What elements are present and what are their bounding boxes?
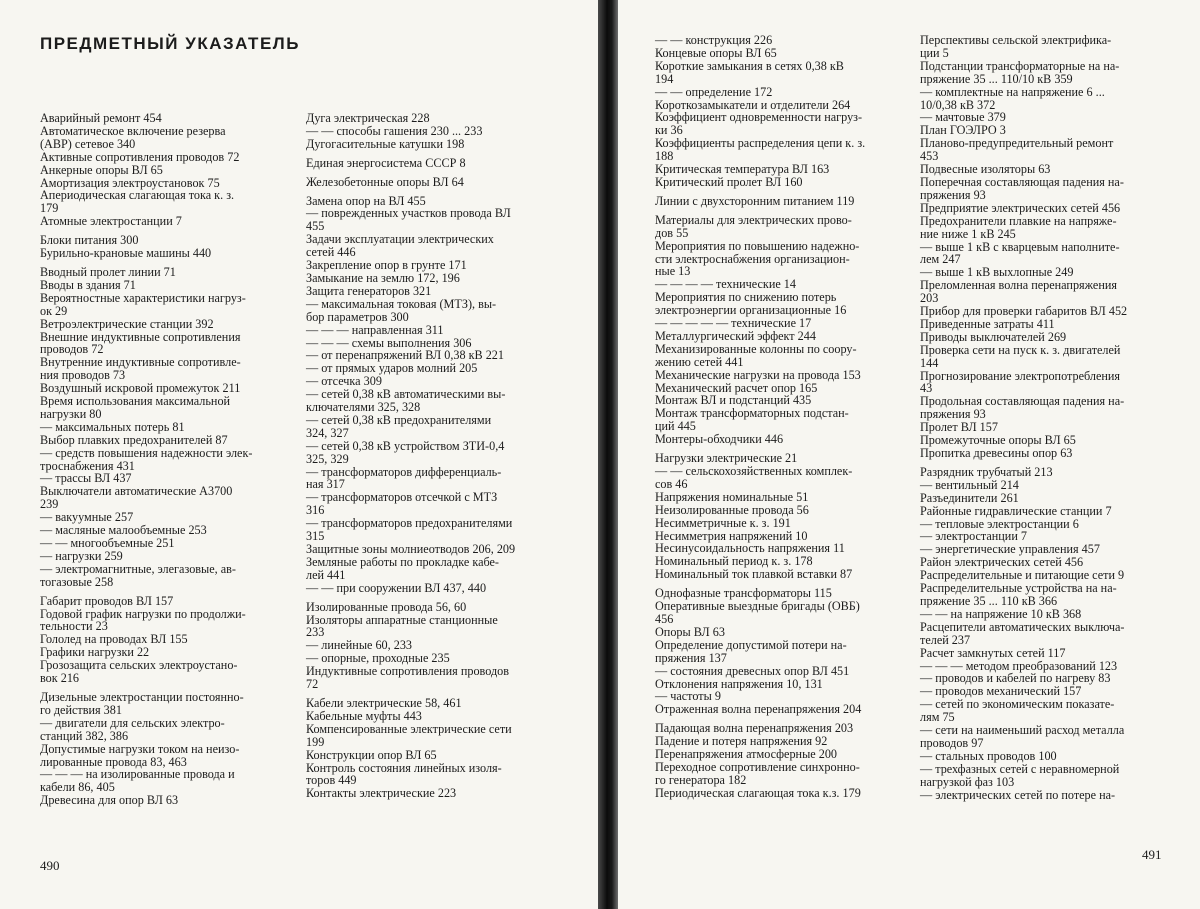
index-entry: Автоматическое включение резерва (АВР) сетевое 340 xyxy=(40,123,226,151)
index-entry: — двигатели для сельских электро- станций 382, 386 xyxy=(40,715,225,743)
index-entry: — проводов и кабелей по нагреву 83 xyxy=(920,671,1111,686)
index-entry: Монтеры-обходчики 446 xyxy=(655,432,784,447)
index-entry: — от перенапряжений ВЛ 0,38 кВ 221 xyxy=(306,348,504,363)
index-entry: Разрядник трубчатый 213 xyxy=(920,464,1053,479)
index-entry: — — на напряжение 10 кВ 368 xyxy=(920,606,1082,621)
index-entry: — линейные 60, 233 xyxy=(306,638,413,653)
index-entry: Дугогасительные катушки 198 xyxy=(306,136,465,151)
index-entry: Несинусоидальность напряжения 11 xyxy=(655,541,845,556)
index-entry: — — — на изолированные провода и кабели 86, 405 xyxy=(40,767,235,795)
index-entry: Прибор для проверки габаритов ВЛ 452 xyxy=(920,304,1128,319)
index-entry: — электрических сетей по потере на- xyxy=(920,787,1116,802)
index-entry: — сетей по экономическим показате- лям 75 xyxy=(920,697,1115,725)
index-entry: Замена опор на ВЛ 455 xyxy=(306,193,426,208)
index-entry: Железобетонные опоры ВЛ 64 xyxy=(306,174,464,189)
index-entry: Анкерные опоры ВЛ 65 xyxy=(40,162,163,177)
index-entry: Мероприятия по снижению потерь электроэнергии организационные 16 xyxy=(655,290,847,318)
index-entry: — опорные, проходные 235 xyxy=(306,651,450,666)
right-page xyxy=(618,0,1200,909)
index-entry: Падающая волна перенапряжения 203 xyxy=(655,721,854,736)
index-entry: Коэффициент одновременности нагруз- ки 36 xyxy=(655,110,863,138)
index-entry: Дуга электрическая 228 xyxy=(306,111,430,125)
index-entry: Мероприятия по повышению надежно- сти электроснабжения организацион- ные 13 xyxy=(655,238,860,279)
index-entry: — отсечка 309 xyxy=(306,374,382,389)
index-entry: Механические нагрузки на провода 153 xyxy=(655,367,861,382)
index-column-left-2 xyxy=(306,112,562,800)
index-entry: — — способы гашения 230 ... 233 xyxy=(306,123,483,138)
left-page xyxy=(0,0,598,909)
index-entry: Монтаж ВЛ и подстанций 435 xyxy=(655,393,812,408)
index-entry: — комплектные на напряжение 6 ... 10/0,38 кВ 372 xyxy=(920,84,1105,112)
index-entry: — трехфазных сетей с неравномерной нагрузкой фаз 103 xyxy=(920,761,1120,789)
index-entry: Вводный пролет линии 71 xyxy=(40,264,176,279)
index-entry: Линии с двухсторонним питанием 119 xyxy=(655,193,855,208)
index-entry: — электростанции 7 xyxy=(920,529,1027,544)
index-entry: Внешние индуктивные сопротивления проводов 72 xyxy=(40,329,241,357)
index-entry: — сетей 0,38 кВ предохранителями 324, 327 xyxy=(306,412,492,440)
index-entry: — масляные малообъемные 253 xyxy=(40,523,207,538)
index-entry: — проводов механический 157 xyxy=(920,684,1082,699)
index-entry: Единая энергосистема СССР 8 xyxy=(306,155,466,170)
index-entry: — — — — технические 14 xyxy=(655,277,796,292)
index-entry: — сетей 0,38 кВ автоматическими вы- ключателями 325, 328 xyxy=(306,387,506,415)
index-entry: — электромагнитные, элегазовые, ав- тогазовые 258 xyxy=(40,561,236,589)
index-entry: Ветроэлектрические станции 392 xyxy=(40,316,214,331)
index-entry: Выбор плавких предохранителей 87 xyxy=(40,432,228,447)
index-entry: Распределительные и питающие сети 9 xyxy=(920,568,1125,583)
index-entry: — частоты 9 xyxy=(655,689,721,704)
index-entry: Задачи эксплуатации электрических сетей 446 xyxy=(306,232,494,260)
index-entry: — — сельскохозяйственных комплек- сов 46 xyxy=(655,464,853,491)
index-entry: Напряжения номинальные 51 xyxy=(655,489,809,504)
index-entry: Графики нагрузки 22 xyxy=(40,645,150,660)
page-number-right: 491 xyxy=(1142,847,1162,862)
index-entry: — средств повышения надежности элек- троснабжения 431 xyxy=(40,445,253,473)
index-entry: Концевые опоры ВЛ 65 xyxy=(655,45,777,60)
index-entry: Подстанции трансформаторные на на- пряжение 35 ... 110/10 кВ 359 xyxy=(920,58,1120,86)
index-entry: — тепловые электростанции 6 xyxy=(920,516,1079,531)
index-entry: Выключатели автоматические А3700 239 xyxy=(40,484,233,512)
index-entry: Грозозащита сельских электроустано- вок 216 xyxy=(40,658,238,686)
index-entry: — — определение 172 xyxy=(655,84,773,99)
index-column-right-1 xyxy=(655,34,913,800)
index-entry: Кабельные муфты 443 xyxy=(306,708,422,723)
index-entry: Критический пролет ВЛ 160 xyxy=(655,174,803,189)
index-column-right-2 xyxy=(920,34,1175,801)
index-entry: Номинальный ток плавкой вставки 87 xyxy=(655,567,853,582)
index-entry: Определение допустимой потери на- пряжения 137 xyxy=(655,637,847,665)
index-entry: Район электрических сетей 456 xyxy=(920,555,1084,570)
index-entry: Перенапряжения атмосферные 200 xyxy=(655,747,838,762)
index-entry: Внутренние индуктивные сопротивле- ния проводов 73 xyxy=(40,355,241,383)
index-entry: Планово-предупредительный ремонт 453 xyxy=(920,136,1114,164)
index-entry: Гололед на проводах ВЛ 155 xyxy=(40,632,188,647)
index-entry: Коэффициенты распределения цепи к. з. 188 xyxy=(655,136,866,164)
index-entry: — максимальная токовая (МТЗ), вы- бор параметров 300 xyxy=(306,296,497,324)
index-entry: Дизельные электростанции постоянно- го действия 381 xyxy=(40,689,244,717)
index-entry: Древесина для опор ВЛ 63 xyxy=(40,793,179,808)
index-entry: Изолированные провода 56, 60 xyxy=(306,599,467,614)
index-entry: — энергетические управления 457 xyxy=(920,542,1100,557)
index-entry: Механический расчет опор 165 xyxy=(655,380,818,395)
index-entry: Расцепители автоматических выключа- телей 237 xyxy=(920,619,1125,647)
page-number-left: 490 xyxy=(40,858,60,873)
index-entry: — поврежденных участков провода ВЛ 455 xyxy=(306,206,511,234)
index-entry: Аварийный ремонт 454 xyxy=(40,111,162,125)
index-entry: Апериодическая слагающая тока к. з. 179 xyxy=(40,188,235,216)
index-entry: Амортизация электроустановок 75 xyxy=(40,175,220,190)
index-entry: Конструкции опор ВЛ 65 xyxy=(306,747,437,762)
index-entry: Воздушный искровой промежуток 211 xyxy=(40,381,241,396)
index-entry: Защитные зоны молниеотводов 206, 209 xyxy=(306,542,516,556)
index-entry: — — — — — технические 17 xyxy=(655,316,812,331)
index-entry: Земляные работы по прокладке кабе- лей 441 xyxy=(306,554,499,582)
index-entry: Монтаж трансформаторных подстан- ций 445 xyxy=(655,406,849,434)
index-entry: — — многообъемные 251 xyxy=(40,536,175,550)
index-entry: — максимальных потерь 81 xyxy=(40,419,185,434)
index-entry: Допустимые нагрузки током на неизо- лированные провода 83, 463 xyxy=(40,741,240,769)
index-entry: Номинальный период к. з. 178 xyxy=(655,554,813,569)
index-entry: Преломленная волна перенапряжения 203 xyxy=(920,278,1117,306)
index-entry: Опоры ВЛ 63 xyxy=(655,624,725,639)
index-entry: — — — направленная 311 xyxy=(306,322,444,337)
index-entry: Разъединители 261 xyxy=(920,490,1019,505)
index-entry: Контакты электрические 223 xyxy=(306,786,457,801)
index-entry: Пролет ВЛ 157 xyxy=(920,420,998,435)
index-entry: Пропитка древесины опор 63 xyxy=(920,446,1073,460)
index-entry: Блоки питания 300 xyxy=(40,233,139,248)
index-entry: — выше 1 кВ с кварцевым наполните- лем 247 xyxy=(920,239,1120,267)
index-entry: Периодическая слагающая тока к.з. 179 xyxy=(655,785,861,800)
index-entry: — трансформаторов предохранителями 315 xyxy=(306,516,513,544)
index-entry: Приведенные затраты 411 xyxy=(920,316,1055,331)
index-entry: — — — схемы выполнения 306 xyxy=(306,335,472,350)
index-entry: — вакуумные 257 xyxy=(40,510,134,525)
book-gutter xyxy=(598,0,618,909)
index-entry: Нагрузки электрические 21 xyxy=(655,451,798,466)
index-entry: Бурильно-крановые машины 440 xyxy=(40,246,212,261)
index-entry: — мачтовые 379 xyxy=(920,110,1006,125)
index-entry: Неизолированные провода 56 xyxy=(655,502,809,517)
index-entry: Предохранители плавкие на напряже- ние ниже 1 кВ 245 xyxy=(920,213,1117,241)
index-entry: План ГОЭЛРО 3 xyxy=(920,123,1006,138)
index-entry: — вентильный 214 xyxy=(920,477,1019,492)
index-entry: — трансформаторов отсечкой с МТЗ 316 xyxy=(306,490,498,518)
index-entry: — от прямых ударов молний 205 xyxy=(306,361,478,376)
index-entry: Компенсированные электрические сети 199 xyxy=(306,721,512,749)
index-entry: Вводы в здания 71 xyxy=(40,277,136,292)
index-entry: Время использования максимальной нагрузки 80 xyxy=(40,394,231,421)
index-entry: Критическая температура ВЛ 163 xyxy=(655,162,830,177)
index-entry: Годовой график нагрузки по продолжи- тельности 23 xyxy=(40,606,246,634)
index-heading: ПРЕДМЕТНЫЙ УКАЗАТЕЛЬ xyxy=(40,34,300,53)
index-entry: — сети на наименьший расход металла проводов 97 xyxy=(920,723,1125,750)
index-entry: Проверка сети на пуск к. з. двигателей 144 xyxy=(920,342,1121,370)
index-entry: Районные гидравлические станции 7 xyxy=(920,503,1112,518)
index-entry: Отклонения напряжения 10, 131 xyxy=(655,676,823,691)
index-entry: Защита генераторов 321 xyxy=(306,283,432,298)
index-entry: — — при сооружении ВЛ 437, 440 xyxy=(306,580,487,595)
index-entry: Механизированные колонны по соору- жению сетей 441 xyxy=(655,341,857,369)
index-entry: Несимметричные к. з. 191 xyxy=(655,515,791,530)
index-entry: — состояния древесных опор ВЛ 451 xyxy=(655,663,850,678)
index-entry: Вероятностные характеристики нагруз- ок 29 xyxy=(40,290,246,318)
index-entry: Индуктивные сопротивления проводов 72 xyxy=(306,664,510,692)
index-entry: Атомные электростанции 7 xyxy=(40,214,182,229)
index-entry: Закрепление опор в грунте 171 xyxy=(306,258,467,273)
index-entry: — трассы ВЛ 437 xyxy=(40,471,132,486)
index-entry: — выше 1 кВ выхлопные 249 xyxy=(920,265,1074,280)
index-entry: Расчет замкнутых сетей 117 xyxy=(920,645,1066,660)
index-entry: Короткие замыкания в сетях 0,38 кВ 194 xyxy=(655,58,844,86)
index-entry: — стальных проводов 100 xyxy=(920,748,1057,763)
index-entry: Изоляторы аппаратные станционные 233 xyxy=(306,612,498,640)
index-entry: — трансформаторов дифференциаль- ная 317 xyxy=(306,464,502,492)
index-entry: Отраженная волна перенапряжения 204 xyxy=(655,702,862,717)
index-entry: Переходное сопротивление синхронно- го генератора 182 xyxy=(655,759,860,787)
index-entry: Распределительные устройства на на- пряжение 35 ... 110 кВ 366 xyxy=(920,581,1117,608)
index-entry: Приводы выключателей 269 xyxy=(920,329,1067,344)
index-entry: Предприятие электрических сетей 456 xyxy=(920,200,1121,215)
index-entry: Перспективы сельской электрифика- ции 5 xyxy=(920,33,1112,60)
index-entry: Падение и потеря напряжения 92 xyxy=(655,734,828,749)
index-entry: — — конструкция 226 xyxy=(655,33,773,47)
index-entry: Короткозамыкатели и отделители 264 xyxy=(655,97,851,112)
index-entry: — сетей 0,38 кВ устройством ЗТИ-0,4 325, 329 xyxy=(306,438,505,466)
index-entry: Продольная составляющая падения на- пряжения 93 xyxy=(920,394,1125,422)
index-entry: — — — методом преобразований 123 xyxy=(920,658,1118,673)
index-entry: — нагрузки 259 xyxy=(40,548,123,563)
index-entry: Кабели электрические 58, 461 xyxy=(306,695,462,710)
index-entry: Габарит проводов ВЛ 157 xyxy=(40,593,174,608)
index-column-left-1 xyxy=(40,112,295,807)
index-entry: Металлургический эффект 244 xyxy=(655,328,816,343)
index-entry: Замыкание на землю 172, 196 xyxy=(306,270,460,285)
index-entry: Подвесные изоляторы 63 xyxy=(920,162,1051,177)
index-entry: Контроль состояния линейных изоля- торов 449 xyxy=(306,760,502,788)
index-entry: Активные сопротивления проводов 72 xyxy=(40,149,240,164)
index-entry: Несимметрия напряжений 10 xyxy=(655,528,808,543)
index-entry: Материалы для электрических прово- дов 55 xyxy=(655,212,852,240)
index-entry: Поперечная составляющая падения на- пряжения 93 xyxy=(920,174,1124,202)
index-entry: Промежуточные опоры ВЛ 65 xyxy=(920,433,1076,448)
index-entry: Оперативные выездные бригады (ОВБ) 456 xyxy=(655,599,860,626)
index-entry: Прогнозирование электропотребления 43 xyxy=(920,368,1121,396)
index-entry: Однофазные трансформаторы 115 xyxy=(655,586,832,601)
